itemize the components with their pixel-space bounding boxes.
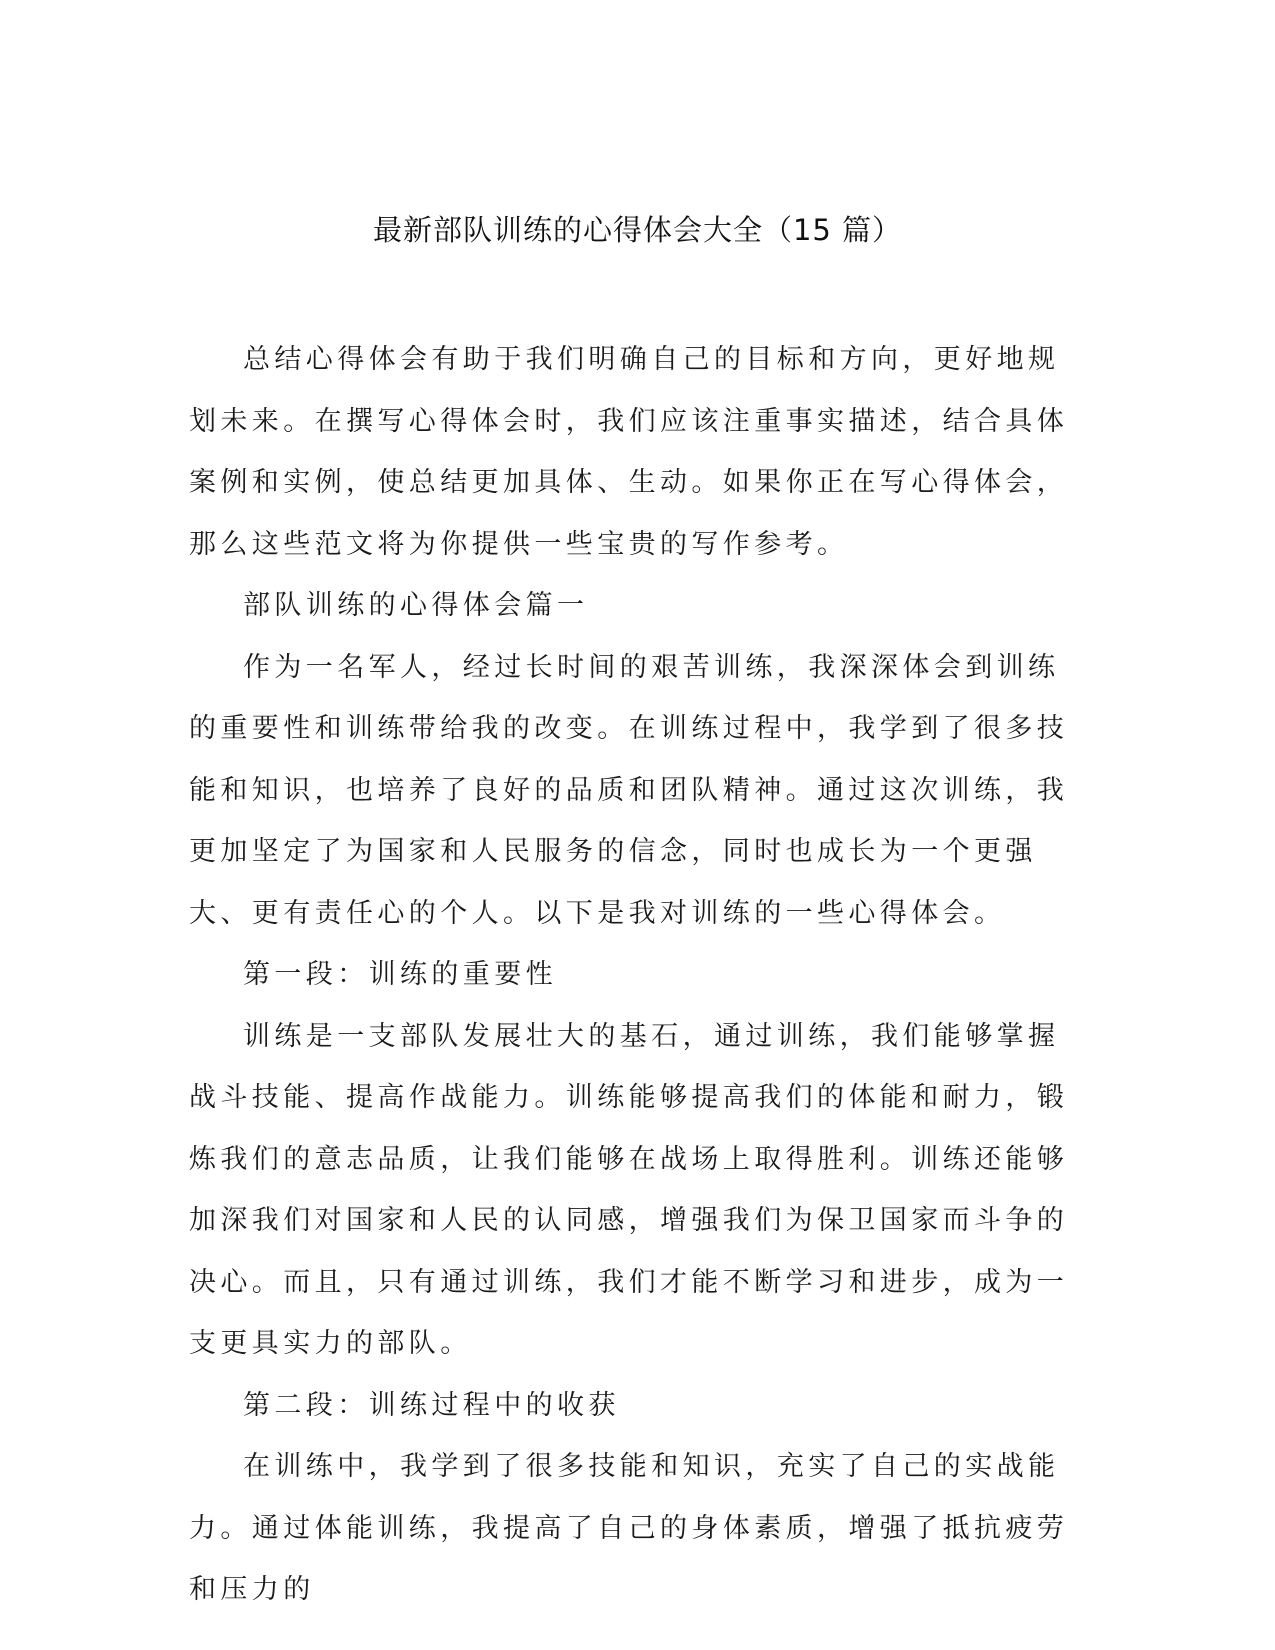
section-heading-second: 第二段：训练过程中的收获 [243,1389,620,1421]
document-body [189,329,1069,1621]
section-heading-first: 第一段：训练的重要性 [243,959,557,990]
document-title: 最新部队训练的心得体会大全（15 篇） [372,213,903,247]
body-paragraph: 在训练中，我学到了很多技能和知识，充实了自己的实战能力。通过体能训练，我提高了自己的身体素质，增强了抵抗疲劳和压力的 [189,1451,1069,1605]
body-paragraph: 训练是一支部队发展壮大的基石，通过训练，我们能够掌握战斗技能、提高作战能力。训练能够提高我们的体能和耐力，锻炼我们的意志品质，让我们能够在战场上取得胜利。训练还能够加深我们对国家和人民的认同感，增强我们为保卫国家而斗争的决心。而且，只有通过训练，我们才能不断学习和进步，成为一支更具实力的部队。 [189,1020,1069,1359]
intro-paragraph: 总结心得体会有助于我们明确自己的目标和方向，更好地规划未来。在撰写心得体会时，我们应该注重事实描述，结合具体案例和实例，使总结更加具体、生动。如果你正在写心得体会，那么这些范文将为你提供一些宝贵的写作参考。 [189,344,1069,560]
body-paragraph: 作为一名军人，经过长时间的艰苦训练，我深深体会到训练的重要性和训练带给我的改变。在训练过程中，我学到了很多技能和知识，也培养了良好的品质和团队精神。通过这次训练，我更加坚定了为国家和人民服务的信念，同时也成长为一个更强大、更有责任心的个人。以下是我对训练的一些心得体会。 [189,651,1069,929]
section-heading-part-one: 部队训练的心得体会篇一 [243,590,589,621]
